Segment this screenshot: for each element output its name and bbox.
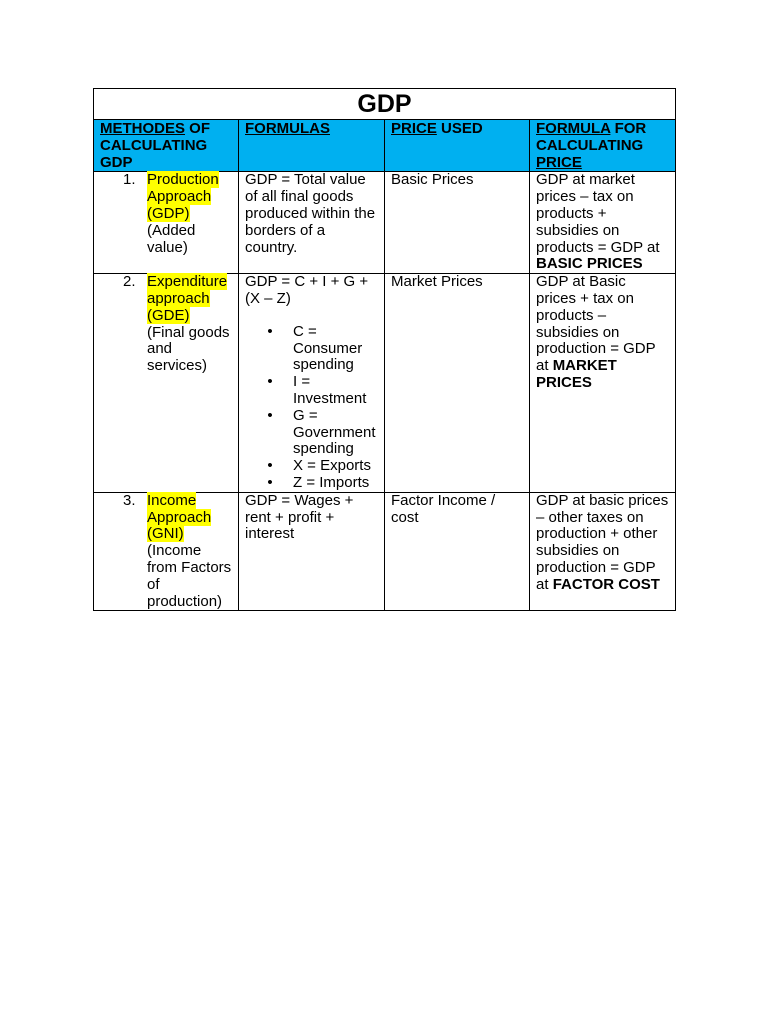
list-item	[245, 458, 378, 475]
formula-cell	[239, 274, 385, 493]
formula-cell: GDP = Total value of all final goods produced within the borders of a country.	[239, 172, 385, 274]
calc-text: GDP at market prices – tax on products + subsidies on products = GDP at	[536, 171, 660, 256]
component-text: X = Exports	[293, 457, 371, 475]
calc-cell	[530, 492, 676, 611]
formula-cell: GDP = Wages + rent + profit + interest	[239, 492, 385, 611]
header-methods-rest: OF CALCULATING GDP	[100, 120, 211, 171]
bullet-icon: •	[267, 457, 273, 475]
header-formula-underlined: FORMULA	[536, 120, 611, 137]
bullet-icon: •	[267, 473, 273, 491]
method-name: Production Approach (GDP)	[147, 171, 219, 222]
table-row	[94, 274, 676, 493]
method-note: (Added value)	[147, 221, 196, 256]
list-item	[245, 475, 378, 492]
header-methods	[94, 120, 239, 172]
method-number: 2.	[123, 273, 136, 291]
component-list	[245, 324, 378, 492]
formula-text: GDP = C + I + G + (X – Z)	[245, 273, 369, 307]
method-name: Income Approach (GNI)	[147, 491, 212, 543]
header-price	[385, 120, 530, 172]
bullet-icon: •	[267, 406, 273, 424]
header-formula-price-underlined: PRICE	[536, 153, 582, 171]
header-row	[94, 120, 676, 172]
component-text: Z = Imports	[293, 473, 370, 491]
list-item	[245, 408, 378, 458]
component-text: C = Consumer spending	[293, 322, 363, 374]
method-cell	[94, 492, 239, 611]
list-item	[245, 324, 378, 374]
header-formulas-underlined: FORMULAS	[245, 120, 330, 137]
header-formulas	[239, 120, 385, 172]
table-row	[94, 172, 676, 274]
header-price-rest: USED	[436, 120, 483, 137]
price-cell: Market Prices	[385, 274, 530, 493]
method-name: Expenditure approach (GDE)	[147, 273, 228, 324]
gdp-table	[93, 88, 676, 611]
method-cell	[94, 274, 239, 493]
method-note: (Final goods and services)	[147, 323, 230, 375]
table-row	[94, 492, 676, 611]
price-cell: Factor Income / cost	[385, 492, 530, 611]
method-number: 3.	[123, 491, 136, 509]
method-note: (Income from Factors of production)	[147, 542, 232, 610]
method-number: 1.	[123, 171, 136, 189]
component-text: I = Investment	[293, 373, 367, 407]
title-row	[94, 89, 676, 120]
header-methods-underlined: METHODES	[100, 120, 186, 137]
calc-price-type: FACTOR COST	[552, 575, 660, 593]
calc-cell	[530, 274, 676, 493]
calc-price-type: BASIC PRICES	[536, 255, 643, 273]
method-cell	[94, 172, 239, 274]
table-title: GDP	[94, 89, 676, 120]
header-formula-mid: FOR CALCULATING	[536, 120, 647, 154]
calc-price-type: MARKET PRICES	[536, 357, 617, 391]
component-text: G = Government spending	[293, 406, 376, 458]
bullet-icon: •	[267, 322, 273, 340]
calc-text: GDP at Basic prices + tax on products – subsidies on production = GDP at	[536, 273, 656, 375]
bullet-icon: •	[267, 373, 273, 391]
header-price-underlined: PRICE	[391, 120, 437, 137]
calc-text: GDP at basic prices – other taxes on production + other subsidies on production = GDP at	[536, 491, 669, 593]
price-cell: Basic Prices	[385, 172, 530, 274]
list-item	[245, 374, 378, 408]
calc-cell	[530, 172, 676, 274]
header-formula-calc	[530, 120, 676, 172]
